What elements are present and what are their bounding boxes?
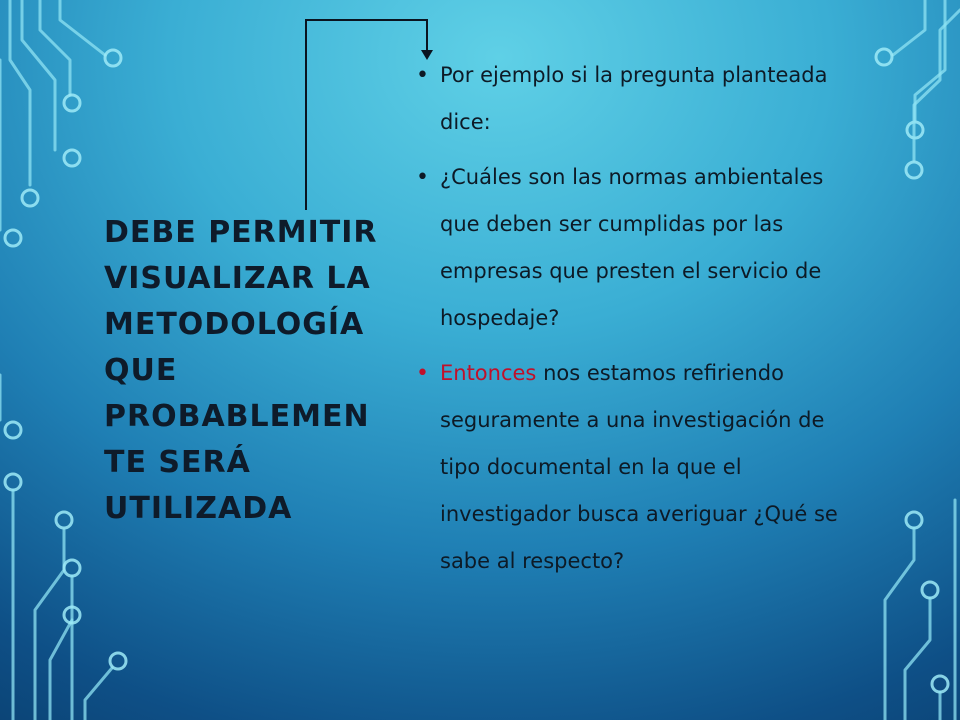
bullet-text: Por ejemplo si la pregunta planteada dice: — [440, 63, 828, 134]
bullet-item — [414, 154, 864, 342]
bullet-text: nos estamos refiriendo seguramente a una investigación de tipo documental en la que el investigador busca averiguar ¿Qué se sabe al respecto? — [440, 361, 838, 573]
bullet-text: ¿Cuáles son las normas ambientales que deben ser cumplidas por las empresas que presten el servicio de hospedaje? — [440, 165, 824, 330]
bullet-dot-icon: • — [416, 165, 429, 190]
bullet-list — [414, 52, 864, 585]
bullet-item — [414, 350, 864, 585]
highlight-word: Entonces — [440, 361, 537, 385]
bullet-item — [414, 52, 864, 146]
bullet-dot-icon: • — [416, 63, 429, 88]
slide-title: DEBE PERMITIR VISUALIZAR LA METODOLOGÍA QUE PROBABLEMEN TE SERÁ UTILIZADA — [104, 215, 378, 526]
bullet-dot-icon: • — [416, 361, 429, 386]
